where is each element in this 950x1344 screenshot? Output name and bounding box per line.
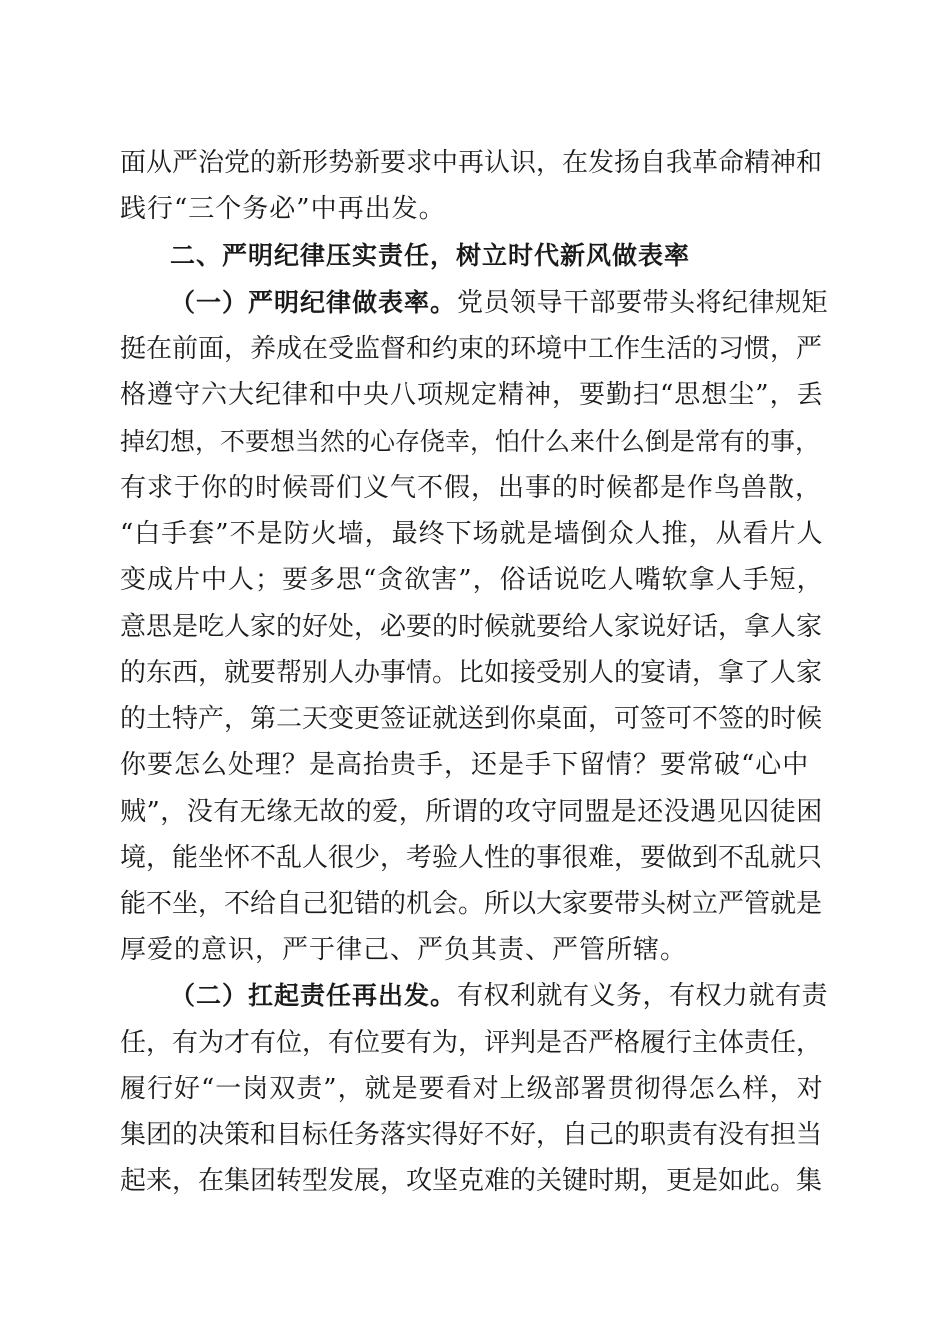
text-line: 变成片中人；要多思“贪欲害”，俗话说吃人嘴软拿人手短， [120, 565, 824, 595]
text-line: “白手套”不是防火墙，最终下场就是墙倒众人推，从看片人 [120, 519, 824, 549]
text-line: 履行好“一岗双责”，就是要看对上级部署贯彻得怎么样，对 [120, 1074, 824, 1104]
text-line: 的土特产，第二天变更签证就送到你桌面，可签可不签的时候 [120, 704, 823, 734]
subsection-heading: （二）扛起责任再出发。 [170, 981, 457, 1010]
text-line: 起来，在集团转型发展，攻坚克难的关键时期，更是如此。集 [120, 1166, 823, 1196]
text-line: 贼”，没有无缘无故的爱，所谓的攻守同盟是还没遇见囚徒困 [120, 797, 823, 827]
text-line: 有权利就有义务，有权力就有责 [457, 981, 829, 1011]
text-line: 你要怎么处理？是高抬贵手，还是手下留情？要常破“心中 [120, 750, 810, 780]
text-line: 格遵守六大纪律和中央八项规定精神，要勤扫“思想尘”，丢 [120, 380, 824, 410]
text-line: 挺在前面，养成在受监督和约束的环境中工作生活的习惯，严 [120, 334, 823, 364]
text-line: 能不坐，不给自己犯错的机会。所以大家要带头树立严管就是 [120, 889, 823, 919]
text-line: 集团的决策和目标任务落实得好不好，自己的职责有没有担当 [120, 1120, 823, 1150]
text-line: 境，能坐怀不乱人很少，考验人性的事很难，要做到不乱就只 [120, 843, 823, 873]
text-line: 的东西，就要帮别人办事情。比如接受别人的宴请，拿了人家 [120, 658, 823, 688]
text-line: 面从严治党的新形势新要求中再认识，在发扬自我革命精神和 [120, 148, 823, 178]
text-line: 有求于你的时候哥们义气不假，出事的时候都是作鸟兽散， [120, 473, 823, 503]
text-line: 践行“三个务必”中再出发。 [120, 194, 446, 224]
text-line: 党员领导干部要带头将纪律规矩 [457, 288, 829, 318]
text-line: 意思是吃人家的好处，必要的时候就要给人家说好话，拿人家 [120, 612, 823, 642]
section-heading: 二、严明纪律压实责任，树立时代新风做表率 [170, 241, 691, 270]
text-line: 任，有为才有位，有位要有为，评判是否严格履行主体责任， [120, 1028, 823, 1058]
text-line: 厚爱的意识，严于律己、严负其责、严管所辖。 [120, 935, 688, 965]
text-line: 掉幻想，不要想当然的心存侥幸，怕什么来什么倒是常有的事， [120, 427, 821, 456]
subsection-heading: （一）严明纪律做表率。 [170, 288, 457, 317]
